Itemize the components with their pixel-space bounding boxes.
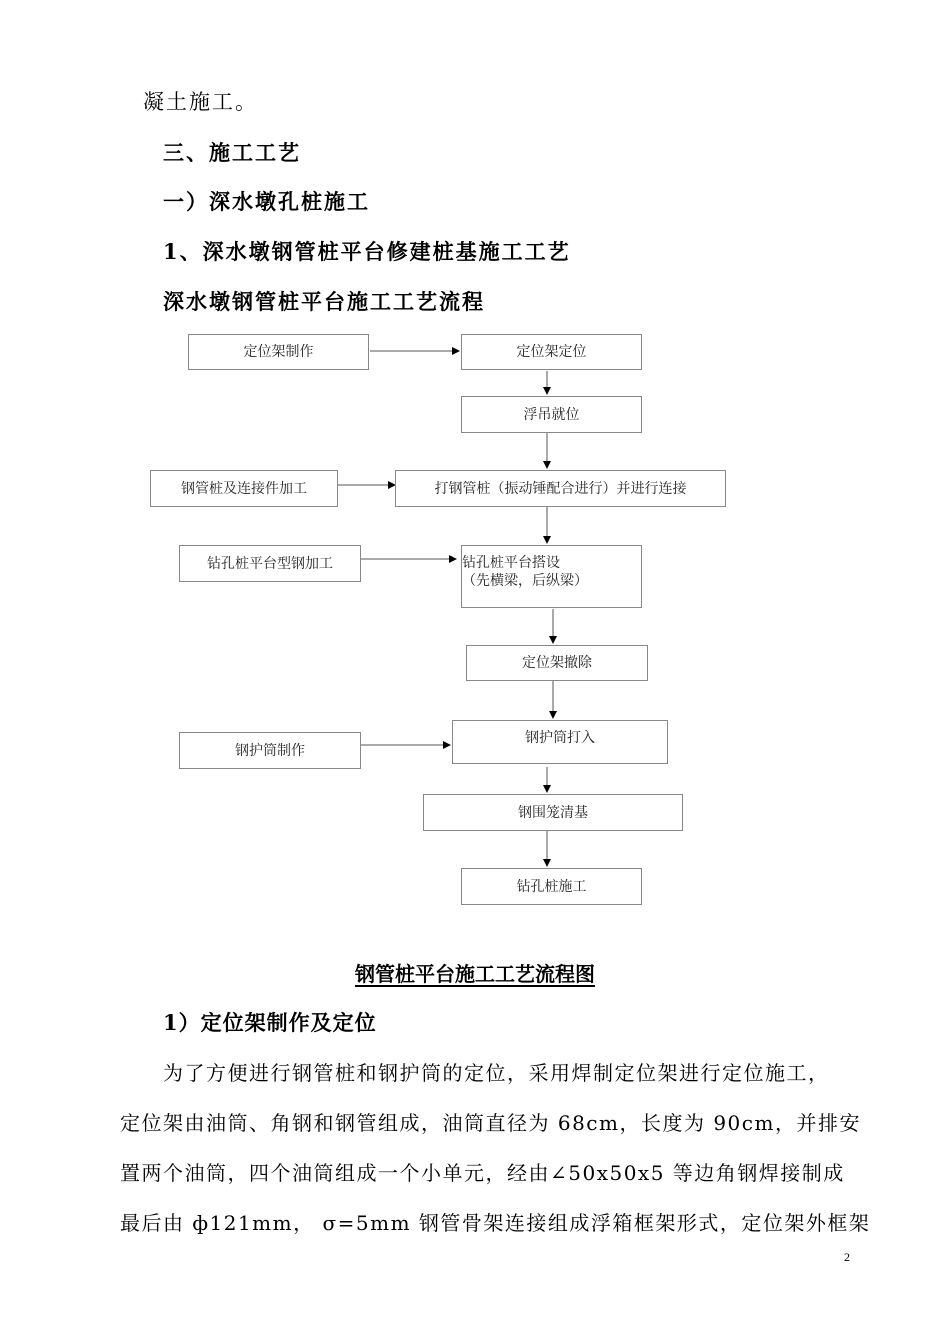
flow-box-steel-casing-fabrication: 钢护筒制作 <box>179 732 361 769</box>
page-number: 2 <box>844 1250 850 1264</box>
figure-caption: 钢管桩平台施工工艺流程图 <box>355 962 595 986</box>
flow-box-positioning-frame-placement: 定位架定位 <box>461 334 642 370</box>
body-line-2: 定位架由油筒、角钢和钢管组成，油筒直径为 68cm，长度为 90cm，并排安 <box>120 1111 861 1135</box>
body-line-1: 为了方便进行钢管桩和钢护筒的定位，采用焊制定位架进行定位施工， <box>163 1061 830 1085</box>
body-line-3: 置两个油筒，四个油筒组成一个小单元，经由∠50x50x5 等边角钢焊接制成 <box>120 1161 845 1185</box>
flow-box-platform-erection-line1: 钻孔桩平台搭设 <box>462 555 560 571</box>
flow-box-positioning-frame-removal: 定位架撤除 <box>466 645 648 681</box>
sub-item-title: 1）定位架制作及定位 <box>163 1010 377 1035</box>
flow-title: 深水墩钢管桩平台施工工艺流程 <box>163 289 485 314</box>
item-title: 1、深水墩钢管桩平台修建桩基施工工艺 <box>163 239 571 264</box>
intro-paragraph-tail: 凝土施工。 <box>143 90 258 114</box>
flow-box-bored-pile-construction: 钻孔桩施工 <box>461 868 642 905</box>
section-title: 三、施工工艺 <box>163 140 301 165</box>
flow-box-floating-crane-in-place: 浮吊就位 <box>461 396 642 433</box>
flow-box-platform-erection <box>461 545 642 608</box>
flow-box-steel-pile-fabrication: 钢管桩及连接件加工 <box>150 470 338 507</box>
flow-box-steel-casing-driving: 钢护筒打入 <box>452 720 668 764</box>
flow-box-platform-erection-line2: （先横梁，后纵梁） <box>462 573 588 589</box>
flow-box-platform-steel-fabrication: 钻孔桩平台型钢加工 <box>179 545 361 582</box>
flow-box-steel-cofferdam-cleaning: 钢围笼清基 <box>423 794 683 831</box>
flow-box-drive-steel-piles: 打钢管桩（振动锤配合进行）并进行连接 <box>395 470 726 507</box>
body-line-4: 最后由 ф121mm， σ=5mm 钢管骨架连接组成浮箱框架形式，定位架外框架 <box>120 1211 871 1235</box>
subsection-title: 一）深水墩孔桩施工 <box>163 189 370 214</box>
flow-box-positioning-frame-fabrication: 定位架制作 <box>188 334 369 370</box>
